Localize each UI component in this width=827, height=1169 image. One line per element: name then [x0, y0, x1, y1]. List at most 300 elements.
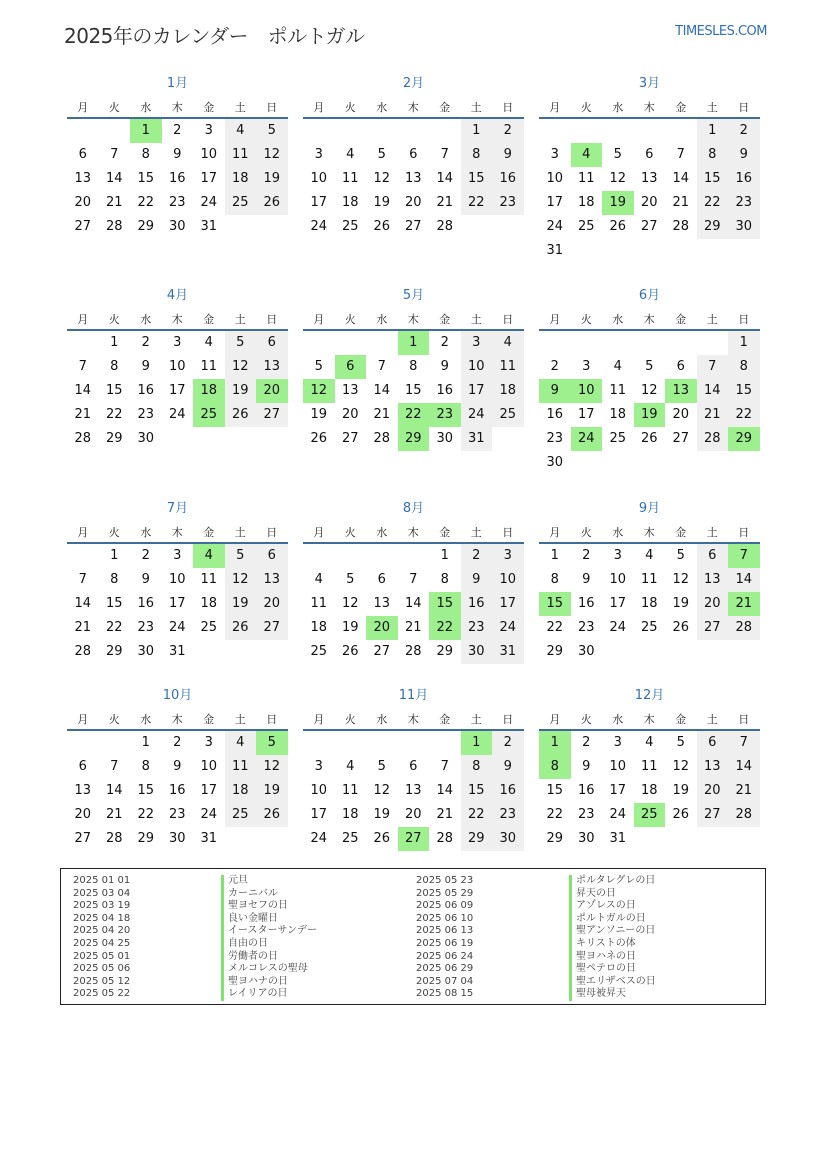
weekday-label: 木: [643, 101, 655, 114]
month-name: 11月: [398, 688, 429, 703]
holiday-day-cell: 1: [130, 119, 162, 143]
day-cell: 6: [676, 359, 685, 374]
day-cell: 7: [78, 572, 87, 587]
month-name: 4月: [166, 288, 189, 303]
day-cell: 24: [310, 219, 328, 234]
day-cell: 26: [256, 191, 288, 215]
day-cell: 19: [225, 379, 257, 403]
legend-date-column: [416, 875, 473, 1001]
day-cell: 13: [697, 568, 729, 592]
day-cell: 16: [137, 383, 155, 398]
day-cell: 28: [697, 427, 729, 451]
day-cell: 16: [168, 783, 186, 798]
legend-date-column: [73, 875, 130, 1001]
legend-date: 2025 06 29: [416, 963, 474, 975]
day-cell: 9: [728, 143, 760, 167]
weekday-label: 月: [549, 713, 561, 726]
day-cell: 28: [404, 644, 422, 659]
day-cell: 17: [609, 783, 627, 798]
day-cell: 30: [728, 215, 760, 239]
day-cell: 25: [492, 403, 524, 427]
weekday-label: 火: [580, 313, 592, 326]
weekday-header: [303, 524, 524, 540]
day-cell: 8: [461, 755, 493, 779]
day-cell: 27: [256, 403, 288, 427]
day-cell: 29: [137, 831, 155, 846]
day-cell: 28: [373, 431, 391, 446]
weekday-label: 水: [612, 526, 624, 539]
day-cell: 14: [672, 171, 690, 186]
weekday-label: 土: [234, 101, 246, 114]
day-cell: 26: [225, 403, 257, 427]
day-cell: 21: [697, 403, 729, 427]
holiday-day-cell: 22: [429, 616, 461, 640]
weekday-label: 月: [549, 313, 561, 326]
day-cell: 26: [672, 620, 690, 635]
day-cell: 22: [697, 191, 729, 215]
day-cell: 25: [310, 644, 328, 659]
legend-holiday-name: レイリアの日: [221, 988, 317, 1001]
holiday-day-cell: 18: [193, 379, 225, 403]
day-cell: 4: [645, 548, 654, 563]
weekday-header: [303, 711, 524, 727]
weekday-label: 土: [706, 526, 718, 539]
weekday-label: 火: [108, 101, 120, 114]
day-cell: 25: [225, 191, 257, 215]
day-cell: 24: [168, 620, 186, 635]
weekday-label: 土: [234, 526, 246, 539]
day-cell: 25: [609, 431, 627, 446]
day-cell: 5: [225, 544, 257, 568]
day-cell: 16: [436, 383, 454, 398]
weekday-header: [67, 711, 288, 727]
day-cell: 14: [404, 596, 422, 611]
day-cell: 15: [105, 383, 123, 398]
weekday-label: 金: [203, 713, 215, 726]
weekday-label: 水: [140, 526, 152, 539]
day-cell: 14: [728, 755, 760, 779]
legend-date: 2025 04 20: [73, 925, 131, 937]
day-cell: 29: [105, 644, 123, 659]
weekday-label: 木: [643, 526, 655, 539]
day-cell: 23: [168, 195, 186, 210]
day-cell: 26: [373, 831, 391, 846]
day-cell: 4: [346, 147, 355, 162]
legend-holiday-name: イースターサンデー: [221, 925, 317, 938]
day-cell: 9: [492, 755, 524, 779]
day-cell: 3: [492, 544, 524, 568]
day-cell: 26: [640, 431, 658, 446]
legend-holiday-name: 自由の日: [221, 938, 317, 951]
day-cell: 25: [225, 803, 257, 827]
day-cell: 21: [105, 807, 123, 822]
day-cell: 13: [256, 355, 288, 379]
day-cell: 2: [141, 548, 150, 563]
weekday-header: [539, 99, 760, 115]
day-cell: 5: [256, 119, 288, 143]
month-name: 5月: [402, 288, 425, 303]
weekday-label: 水: [376, 713, 388, 726]
legend-holiday-name: ポルトガルの日: [569, 913, 656, 926]
day-cell: 30: [492, 827, 524, 851]
weekday-label: 火: [344, 313, 356, 326]
day-cell: 15: [137, 783, 155, 798]
day-cell: 19: [341, 620, 359, 635]
day-cell: 2: [492, 119, 524, 143]
day-cell: 12: [373, 783, 391, 798]
day-cell: 14: [436, 171, 454, 186]
day-cell: 8: [409, 359, 418, 374]
day-cell: 9: [173, 759, 182, 774]
day-cell: 24: [492, 616, 524, 640]
day-cell: 27: [74, 219, 92, 234]
holiday-day-cell: 20: [256, 379, 288, 403]
holiday-day-cell: 8: [539, 755, 571, 779]
legend-date: 2025 05 06: [73, 963, 131, 975]
day-cell: 20: [341, 407, 359, 422]
day-cell: 24: [609, 807, 627, 822]
day-cell: 18: [640, 783, 658, 798]
legend-date: 2025 03 19: [73, 900, 131, 912]
day-cell: 8: [141, 759, 150, 774]
day-cell: 27: [697, 616, 729, 640]
day-cell: 19: [672, 783, 690, 798]
weekday-label: 日: [502, 101, 514, 114]
holiday-legend: [60, 868, 766, 1005]
weekday-label: 木: [171, 101, 183, 114]
day-cell: 28: [728, 803, 760, 827]
legend-holiday-name: 聖ヨセフの日: [221, 900, 317, 913]
weekday-label: 水: [140, 313, 152, 326]
day-cell: 10: [168, 572, 186, 587]
holiday-day-cell: 20: [366, 616, 398, 640]
weekday-label: 土: [234, 713, 246, 726]
day-cell: 11: [640, 759, 658, 774]
day-cell: 20: [404, 807, 422, 822]
day-cell: 8: [110, 359, 119, 374]
day-cell: 4: [346, 759, 355, 774]
day-cell: 2: [141, 335, 150, 350]
day-cell: 15: [697, 167, 729, 191]
day-cell: 10: [168, 359, 186, 374]
day-cell: 16: [137, 596, 155, 611]
day-cell: 10: [546, 171, 564, 186]
day-cell: 15: [461, 167, 493, 191]
day-cell: 20: [404, 195, 422, 210]
day-cell: 5: [613, 147, 622, 162]
holiday-day-cell: 25: [193, 403, 225, 427]
day-cell: 23: [492, 191, 524, 215]
day-cell: 6: [78, 147, 87, 162]
day-cell: 23: [577, 620, 595, 635]
day-cell: 13: [640, 171, 658, 186]
day-cell: 2: [173, 123, 182, 138]
holiday-day-cell: 24: [571, 427, 603, 451]
weekday-header: [303, 311, 524, 327]
day-cell: 8: [728, 355, 760, 379]
day-cell: 9: [582, 572, 591, 587]
legend-date: 2025 01 01: [73, 875, 131, 886]
day-cell: 30: [577, 831, 595, 846]
day-cell: 14: [728, 568, 760, 592]
day-cell: 22: [105, 407, 123, 422]
day-cell: 20: [74, 195, 92, 210]
weekday-header: [539, 311, 760, 327]
day-cell: 28: [728, 616, 760, 640]
holiday-day-cell: 21: [728, 592, 760, 616]
day-cell: 10: [609, 759, 627, 774]
day-cell: 30: [577, 644, 595, 659]
page-title: 2025年のカレンダー ポルトガル: [64, 24, 365, 48]
day-cell: 24: [546, 219, 564, 234]
weekday-label: 月: [313, 713, 325, 726]
weekday-label: 水: [376, 526, 388, 539]
legend-date: 2025 06 13: [416, 925, 474, 937]
holiday-day-cell: 10: [571, 379, 603, 403]
day-cell: 30: [137, 431, 155, 446]
day-cell: 7: [440, 759, 449, 774]
day-cell: 18: [341, 807, 359, 822]
day-cell: 14: [74, 383, 92, 398]
day-cell: 1: [110, 548, 119, 563]
day-cell: 29: [546, 644, 564, 659]
day-cell: 13: [341, 383, 359, 398]
day-cell: 10: [310, 171, 328, 186]
day-cell: 27: [697, 803, 729, 827]
legend-holiday-name: 労働者の日: [221, 951, 317, 964]
day-cell: 16: [492, 779, 524, 803]
day-cell: 15: [105, 596, 123, 611]
day-cell: 19: [256, 167, 288, 191]
holiday-day-cell: 4: [571, 143, 603, 167]
day-cell: 21: [74, 407, 92, 422]
day-cell: 8: [697, 143, 729, 167]
day-cell: 10: [492, 568, 524, 592]
weekday-label: 火: [344, 713, 356, 726]
day-cell: 31: [609, 831, 627, 846]
day-cell: 4: [314, 572, 323, 587]
weekday-label: 土: [470, 526, 482, 539]
day-cell: 6: [697, 731, 729, 755]
day-cell: 18: [609, 407, 627, 422]
holiday-day-cell: 15: [539, 592, 571, 616]
holiday-day-cell: 19: [634, 403, 666, 427]
legend-holiday-name: 聖ヨハナの日: [221, 976, 317, 989]
weekday-header: [67, 99, 288, 115]
day-cell: 17: [577, 407, 595, 422]
day-cell: 11: [310, 596, 328, 611]
day-cell: 18: [225, 167, 257, 191]
day-cell: 9: [173, 147, 182, 162]
day-cell: 16: [546, 407, 564, 422]
month-name: 10月: [162, 688, 193, 703]
weekday-label: 金: [203, 313, 215, 326]
day-cell: 5: [225, 331, 257, 355]
day-cell: 2: [582, 548, 591, 563]
legend-date: 2025 05 12: [73, 975, 131, 987]
day-cell: 11: [492, 355, 524, 379]
weekday-label: 金: [675, 101, 687, 114]
legend-holiday-name: 聖ヨハネの日: [569, 951, 656, 964]
weekday-label: 金: [675, 526, 687, 539]
day-cell: 9: [141, 359, 150, 374]
holiday-day-cell: 23: [429, 403, 461, 427]
weekday-label: 日: [266, 713, 278, 726]
day-cell: 5: [377, 759, 386, 774]
day-cell: 6: [409, 147, 418, 162]
day-cell: 2: [550, 359, 559, 374]
weekday-label: 水: [612, 713, 624, 726]
day-cell: 13: [404, 171, 422, 186]
day-cell: 3: [613, 735, 622, 750]
holiday-day-cell: 29: [398, 427, 430, 451]
month-name: 7月: [166, 501, 189, 516]
weekday-label: 月: [313, 101, 325, 114]
weekday-label: 木: [407, 313, 419, 326]
brand-logo-text[interactable]: TIMESLES.COM: [675, 24, 767, 39]
weekday-label: 火: [344, 526, 356, 539]
day-cell: 18: [492, 379, 524, 403]
weekday-label: 金: [203, 101, 215, 114]
day-cell: 26: [256, 803, 288, 827]
day-cell: 6: [256, 331, 288, 355]
day-cell: 9: [440, 359, 449, 374]
weekday-label: 月: [549, 526, 561, 539]
day-cell: 2: [440, 335, 449, 350]
weekday-label: 日: [266, 313, 278, 326]
day-cell: 12: [256, 143, 288, 167]
day-cell: 22: [137, 195, 155, 210]
legend-holiday-name: 聖母被昇天: [569, 988, 656, 1001]
day-cell: 11: [200, 359, 218, 374]
day-cell: 22: [137, 807, 155, 822]
day-cell: 4: [613, 359, 622, 374]
day-cell: 12: [672, 572, 690, 587]
day-cell: 16: [168, 171, 186, 186]
day-cell: 16: [577, 596, 595, 611]
holiday-day-cell: 7: [728, 544, 760, 568]
day-cell: 29: [546, 831, 564, 846]
weekday-label: 火: [580, 713, 592, 726]
day-cell: 17: [546, 195, 564, 210]
day-cell: 26: [341, 644, 359, 659]
day-cell: 28: [105, 831, 123, 846]
day-cell: 3: [314, 147, 323, 162]
legend-date: 2025 08 15: [416, 988, 474, 1000]
holiday-day-cell: 22: [398, 403, 430, 427]
weekday-label: 火: [108, 713, 120, 726]
holiday-day-cell: 1: [398, 331, 430, 355]
legend-date: 2025 07 04: [416, 975, 474, 987]
day-cell: 18: [200, 596, 218, 611]
legend-holiday-name: 良い金曜日: [221, 913, 317, 926]
day-cell: 14: [697, 379, 729, 403]
weekday-header: [303, 99, 524, 115]
day-cell: 7: [728, 731, 760, 755]
day-cell: 16: [461, 592, 493, 616]
day-cell: 1: [728, 331, 760, 355]
legend-holiday-name: 聖ペテロの日: [569, 963, 656, 976]
weekday-label: 土: [234, 313, 246, 326]
legend-holiday-name: カーニバル: [221, 888, 317, 901]
weekday-label: 月: [313, 313, 325, 326]
day-cell: 11: [577, 171, 595, 186]
legend-date: 2025 05 23: [416, 875, 474, 886]
weekday-label: 水: [612, 313, 624, 326]
day-cell: 30: [436, 431, 454, 446]
legend-name-column: [221, 875, 317, 1001]
weekday-label: 金: [439, 526, 451, 539]
weekday-label: 金: [203, 526, 215, 539]
day-cell: 31: [200, 219, 218, 234]
legend-date: 2025 03 04: [73, 887, 131, 899]
weekday-header: [67, 311, 288, 327]
day-cell: 28: [74, 644, 92, 659]
day-cell: 31: [200, 831, 218, 846]
day-cell: 14: [373, 383, 391, 398]
weekday-label: 土: [706, 313, 718, 326]
day-cell: 17: [461, 379, 493, 403]
day-cell: 14: [105, 171, 123, 186]
day-cell: 12: [373, 171, 391, 186]
day-cell: 10: [461, 355, 493, 379]
day-cell: 23: [461, 616, 493, 640]
day-cell: 17: [310, 807, 328, 822]
day-cell: 20: [74, 807, 92, 822]
day-cell: 1: [697, 119, 729, 143]
day-cell: 17: [492, 592, 524, 616]
day-cell: 25: [341, 831, 359, 846]
legend-date: 2025 06 19: [416, 937, 474, 949]
day-cell: 3: [314, 759, 323, 774]
day-cell: 23: [168, 807, 186, 822]
weekday-label: 水: [140, 713, 152, 726]
day-cell: 11: [200, 572, 218, 587]
day-cell: 3: [204, 123, 213, 138]
day-cell: 18: [341, 195, 359, 210]
weekday-label: 土: [470, 713, 482, 726]
day-cell: 16: [492, 167, 524, 191]
day-cell: 20: [672, 407, 690, 422]
day-cell: 9: [461, 568, 493, 592]
day-cell: 21: [436, 807, 454, 822]
day-cell: 1: [461, 119, 493, 143]
legend-holiday-name: キリストの体: [569, 938, 656, 951]
day-cell: 26: [310, 431, 328, 446]
legend-holiday-name: 元旦: [221, 875, 317, 888]
day-cell: 23: [546, 431, 564, 446]
day-cell: 28: [436, 219, 454, 234]
holiday-day-cell: 27: [398, 827, 430, 851]
legend-date: 2025 04 18: [73, 912, 131, 924]
holiday-day-cell: 1: [461, 731, 493, 755]
day-cell: 20: [256, 592, 288, 616]
day-cell: 13: [74, 171, 92, 186]
day-cell: 6: [377, 572, 386, 587]
day-cell: 21: [105, 195, 123, 210]
day-cell: 1: [440, 548, 449, 563]
day-cell: 17: [310, 195, 328, 210]
weekday-label: 月: [313, 526, 325, 539]
day-cell: 5: [676, 735, 685, 750]
day-cell: 14: [436, 783, 454, 798]
day-cell: 20: [697, 779, 729, 803]
day-cell: 3: [204, 735, 213, 750]
day-cell: 9: [492, 143, 524, 167]
day-cell: 22: [546, 807, 564, 822]
weekday-label: 水: [140, 101, 152, 114]
legend-holiday-name: メルコレスの聖母: [221, 963, 317, 976]
